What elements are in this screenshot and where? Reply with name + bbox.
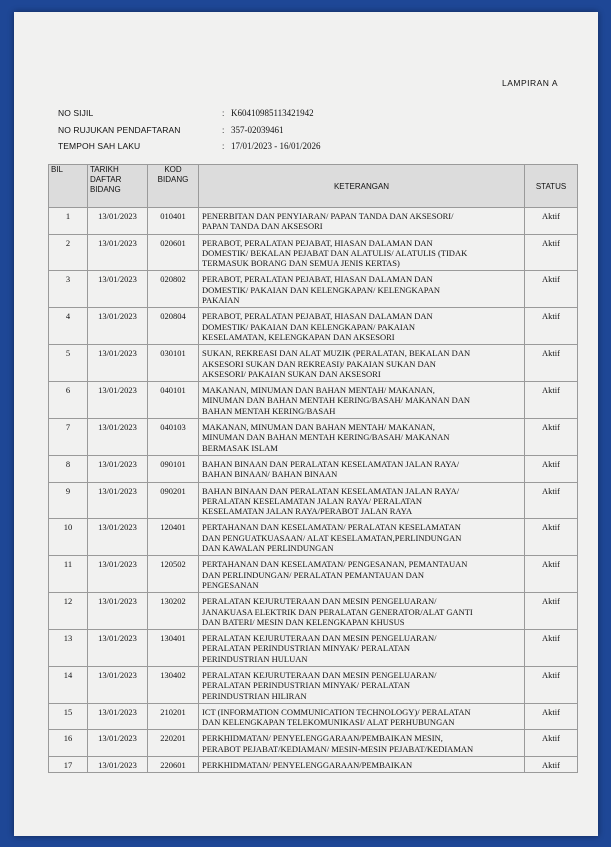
table-row (49, 308, 578, 345)
cell-keterangan (199, 345, 525, 382)
info-row-no-sijil (58, 105, 321, 122)
keterangan-line: PERINDUSTRIAN HULUAN (202, 653, 308, 664)
cell-tarikh: 13/01/2023 (88, 419, 148, 456)
cell-kod-bidang: 020804 (148, 308, 199, 345)
cell-status: Aktif (525, 519, 578, 556)
cell-kod-bidang: 130402 (148, 666, 199, 703)
cell-tarikh: 13/01/2023 (88, 271, 148, 308)
keterangan-line: PERKHIDMATAN/ PENYELENGGARAAN/PEMBAIKAN (202, 760, 413, 771)
cell-tarikh: 13/01/2023 (88, 482, 148, 519)
keterangan-line: DAN PENGUATKUASAAN/ ALAT KESELAMATAN,PERLINDUNGAN (202, 532, 462, 543)
keterangan-line: MAKANAN, MINUMAN DAN BAHAN MENTAH/ MAKANAN, (202, 422, 435, 433)
keterangan-line: DOMESTIK/ BEKALAN PEJABAT DAN ALATULIS/ ALATULIS (TIDAK (202, 247, 468, 258)
keterangan-line: PERKHIDMATAN/ PENYELENGGARAAN/PEMBAIKAN MESIN, (202, 733, 443, 744)
cell-keterangan (199, 730, 525, 757)
cell-kod-bidang: 030101 (148, 345, 199, 382)
keterangan-line: PERTAHANAN DAN KESELAMATAN/ PERALATAN KESELAMATAN (202, 522, 461, 533)
keterangan-line: BERMASAK ISLAM (202, 442, 278, 453)
keterangan-line: DOMESTIK/ PAKAIAN DAN KELENGKAPAN/ KELENGKAPAN (202, 284, 441, 295)
cell-status: Aktif (525, 382, 578, 419)
cell-bil: 11 (49, 556, 88, 593)
cell-keterangan (199, 519, 525, 556)
info-label: NO SIJIL (58, 108, 94, 119)
cell-tarikh: 13/01/2023 (88, 519, 148, 556)
header-status: STATUS (525, 165, 578, 208)
header-tarikh-daftar-bidang (88, 165, 148, 208)
header-line: BIDANG (157, 175, 189, 184)
cell-status: Aktif (525, 757, 578, 773)
keterangan-line: PERABOT, PERALATAN PEJABAT, HIASAN DALAMAN DAN (202, 311, 433, 322)
keterangan-line: TERMASUK BORANG DAN SEMUA JENIS KERTAS) (202, 258, 400, 269)
cell-kod-bidang: 210201 (148, 703, 199, 730)
cell-tarikh: 13/01/2023 (88, 630, 148, 667)
cell-bil: 16 (49, 730, 88, 757)
keterangan-line: MAKANAN, MINUMAN DAN BAHAN MENTAH/ MAKANAN, (202, 385, 435, 396)
info-colon: : (222, 141, 225, 152)
table-row (49, 730, 578, 757)
table-row (49, 593, 578, 630)
keterangan-line: PENGESANAN (202, 579, 259, 590)
header-line: KOD (164, 165, 182, 174)
info-row-tempoh (58, 138, 321, 155)
cell-status: Aktif (525, 703, 578, 730)
cell-kod-bidang: 040101 (148, 382, 199, 419)
cell-kod-bidang: 220601 (148, 757, 199, 773)
table-row (49, 234, 578, 271)
keterangan-line: PAKAIAN (202, 295, 240, 306)
keterangan-line: BAHAN BINAAN/ BAHAN BINAAN (202, 469, 338, 480)
cell-bil: 17 (49, 757, 88, 773)
cell-bil: 6 (49, 382, 88, 419)
table-row (49, 556, 578, 593)
keterangan-line: PERABOT, PERALATAN PEJABAT, HIASAN DALAMAN DAN (202, 274, 433, 285)
keterangan-line: DAN KELENGKAPAN TELEKOMUNIKASI/ ALAT PERHUBUNGAN (202, 717, 455, 728)
keterangan-line: BAHAN BINAAN DAN PERALATAN KESELAMATAN JALAN RAYA/ (202, 458, 460, 469)
header-line: BIDANG (90, 185, 121, 194)
keterangan-line: PERALATAN KESELAMATAN JALAN RAYA/ PERALATAN (202, 495, 423, 506)
keterangan-line: BAHAN BINAAN DAN PERALATAN KESELAMATAN JALAN RAYA/ (202, 485, 460, 496)
keterangan-line: DAN KAWALAN PERLINDUNGAN (202, 543, 334, 554)
cell-keterangan (199, 482, 525, 519)
table-row (49, 345, 578, 382)
cell-tarikh: 13/01/2023 (88, 703, 148, 730)
keterangan-line: AKSESORI SUKAN DAN REKREASI)/ PAKAIAN SUKAN DAN (202, 358, 436, 369)
cell-status: Aktif (525, 271, 578, 308)
table-row (49, 703, 578, 730)
cell-status: Aktif (525, 630, 578, 667)
table-row (49, 455, 578, 482)
bidang-table (48, 164, 578, 773)
cell-tarikh: 13/01/2023 (88, 234, 148, 271)
cell-status: Aktif (525, 208, 578, 235)
cell-bil: 8 (49, 455, 88, 482)
cell-bil: 5 (49, 345, 88, 382)
keterangan-line: PERABOT PEJABAT/KEDIAMAN/ MESIN-MESIN PEJABAT/KEDIAMAN (202, 743, 474, 754)
lampiran-label: LAMPIRAN A (501, 78, 558, 88)
cell-keterangan (199, 419, 525, 456)
cell-status: Aktif (525, 308, 578, 345)
cell-keterangan (199, 234, 525, 271)
table-row (49, 519, 578, 556)
keterangan-line: MINUMAN DAN BAHAN MENTAH KERING/BASAH/ MAKANAN DAN (202, 395, 471, 406)
cell-kod-bidang: 220201 (148, 730, 199, 757)
cell-kod-bidang: 010401 (148, 208, 199, 235)
table-row (49, 666, 578, 703)
info-colon: : (222, 124, 225, 135)
cell-kod-bidang: 020601 (148, 234, 199, 271)
keterangan-line: PERALATAN KEJURUTERAAN DAN MESIN PENGELUARAN/ (202, 669, 437, 680)
header-line: TARIKH (90, 165, 119, 174)
table-body (49, 208, 578, 773)
cell-keterangan (199, 556, 525, 593)
cell-kod-bidang: 130401 (148, 630, 199, 667)
cell-keterangan (199, 208, 525, 235)
keterangan-line: DAN PERLINDUNGAN/ PERALATAN PEMANTAUAN DAN (202, 569, 424, 580)
certificate-info (58, 105, 321, 155)
cell-keterangan (199, 703, 525, 730)
cell-bil: 1 (49, 208, 88, 235)
cell-tarikh: 13/01/2023 (88, 730, 148, 757)
cell-kod-bidang: 090101 (148, 455, 199, 482)
keterangan-line: KESELAMATAN, KELENGKAPAN DAN AKSESORI (202, 331, 395, 342)
cell-bil: 2 (49, 234, 88, 271)
cell-status: Aktif (525, 234, 578, 271)
keterangan-line: PERINDUSTRIAN HILIRAN (202, 690, 307, 701)
document-page (14, 12, 598, 836)
cell-status: Aktif (525, 345, 578, 382)
cell-bil: 15 (49, 703, 88, 730)
cell-bil: 10 (49, 519, 88, 556)
table-row (49, 482, 578, 519)
cell-bil: 13 (49, 630, 88, 667)
info-value: K60410985113421942 (231, 108, 314, 119)
keterangan-line: PERALATAN PERINDUSTRIAN MINYAK/ PERALATAN (202, 643, 411, 654)
keterangan-line: SUKAN, REKREASI DAN ALAT MUZIK (PERALATAN, BEKALAN DAN (202, 348, 471, 359)
info-label: TEMPOH SAH LAKU (58, 141, 141, 152)
info-value: 17/01/2023 - 16/01/2026 (231, 141, 321, 152)
keterangan-line: PAPAN TANDA DAN AKSESORI (202, 221, 323, 232)
cell-bil: 9 (49, 482, 88, 519)
cell-bil: 4 (49, 308, 88, 345)
info-value: 357-02039461 (231, 124, 284, 135)
cell-status: Aktif (525, 419, 578, 456)
cell-tarikh: 13/01/2023 (88, 345, 148, 382)
table-row (49, 382, 578, 419)
cell-tarikh: 13/01/2023 (88, 455, 148, 482)
cell-tarikh: 13/01/2023 (88, 308, 148, 345)
keterangan-line: DAN BATERI/ MESIN DAN KELENGKAPAN KHUSUS (202, 616, 405, 627)
cell-status: Aktif (525, 482, 578, 519)
table-row (49, 208, 578, 235)
keterangan-line: ICT (INFORMATION COMMUNICATION TECHNOLOGY)/ PERALATAN (202, 706, 471, 717)
cell-tarikh: 13/01/2023 (88, 593, 148, 630)
cell-status: Aktif (525, 455, 578, 482)
info-label: NO RUJUKAN PENDAFTARAN (58, 124, 181, 135)
cell-status: Aktif (525, 730, 578, 757)
cell-keterangan (199, 308, 525, 345)
table-row (49, 271, 578, 308)
keterangan-line: PERALATAN PERINDUSTRIAN MINYAK/ PERALATAN (202, 680, 411, 691)
cell-kod-bidang: 120502 (148, 556, 199, 593)
cell-tarikh: 13/01/2023 (88, 757, 148, 773)
cell-kod-bidang: 040103 (148, 419, 199, 456)
cell-tarikh: 13/01/2023 (88, 382, 148, 419)
table-row (49, 757, 578, 773)
keterangan-line: AKSESORI/ PAKAIAN SUKAN DAN AKSESORI (202, 368, 381, 379)
cell-keterangan (199, 666, 525, 703)
cell-keterangan (199, 271, 525, 308)
cell-tarikh: 13/01/2023 (88, 666, 148, 703)
keterangan-line: PENERBITAN DAN PENYIARAN/ PAPAN TANDA DAN AKSESORI/ (202, 211, 454, 221)
header-bil: BIL (49, 165, 88, 208)
cell-status: Aktif (525, 666, 578, 703)
cell-keterangan (199, 593, 525, 630)
keterangan-line: JANAKUASA ELEKTRIK DAN PERALATAN GENERATOR/ALAT GANTI (202, 606, 473, 617)
cell-bil: 3 (49, 271, 88, 308)
keterangan-line: PERALATAN KEJURUTERAAN DAN MESIN PENGELUARAN/ (202, 596, 437, 607)
cell-kod-bidang: 130202 (148, 593, 199, 630)
header-keterangan: KETERANGAN (199, 165, 525, 208)
header-line: DAFTAR (90, 175, 122, 184)
cell-kod-bidang: 090201 (148, 482, 199, 519)
keterangan-line: MINUMAN DAN BAHAN MENTAH KERING/BASAH/ MAKANAN (202, 432, 450, 443)
cell-keterangan (199, 630, 525, 667)
cell-keterangan (199, 382, 525, 419)
info-row-no-rujukan (58, 122, 321, 139)
keterangan-line: KESELAMATAN JALAN RAYA/PERABOT JALAN RAYA (202, 506, 413, 517)
cell-kod-bidang: 120401 (148, 519, 199, 556)
header-kod-bidang (148, 165, 199, 208)
cell-kod-bidang: 020802 (148, 271, 199, 308)
keterangan-line: PERALATAN KEJURUTERAAN DAN MESIN PENGELUARAN/ (202, 633, 437, 644)
info-colon: : (222, 108, 225, 119)
cell-bil: 7 (49, 419, 88, 456)
keterangan-line: BAHAN MENTAH KERING/BASAH (202, 405, 336, 416)
cell-keterangan (199, 455, 525, 482)
keterangan-line: PERTAHANAN DAN KESELAMATAN/ PENGESANAN, PEMANTAUAN (202, 559, 468, 570)
keterangan-line: PERABOT, PERALATAN PEJABAT, HIASAN DALAMAN DAN (202, 237, 433, 248)
cell-status: Aktif (525, 593, 578, 630)
keterangan-line: DOMESTIK/ PAKAIAN DAN KELENGKAPAN/ PAKAIAN (202, 321, 415, 332)
cell-keterangan (199, 757, 525, 773)
table-row (49, 630, 578, 667)
cell-tarikh: 13/01/2023 (88, 556, 148, 593)
table-row (49, 419, 578, 456)
cell-bil: 12 (49, 593, 88, 630)
cell-status: Aktif (525, 556, 578, 593)
cell-tarikh: 13/01/2023 (88, 208, 148, 235)
cell-bil: 14 (49, 666, 88, 703)
table-header-row (49, 165, 578, 208)
